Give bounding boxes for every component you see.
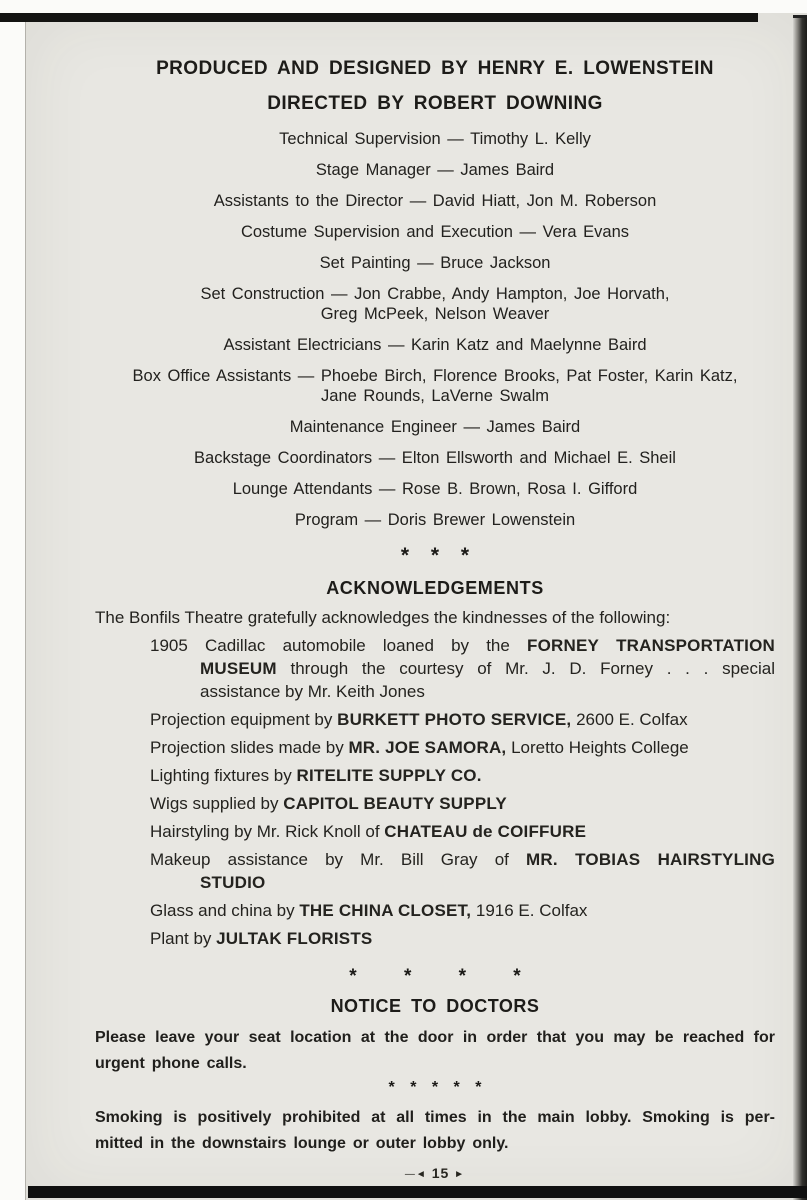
footer-right-ornament-icon: ► — [454, 1169, 466, 1180]
directed-by-line: DIRECTED BY ROBERT DOWNING — [267, 93, 603, 114]
ack-text: Loretto Heights College — [506, 738, 689, 757]
credit-line: Backstage Coordinators — Elton Ellsworth and Michael E. Sheil — [194, 449, 676, 467]
ack-bold-text: FORNEY TRANSPORTATION — [526, 636, 776, 655]
ack-line — [200, 657, 775, 680]
ack-line — [150, 927, 775, 950]
ack-text: Lighting fixtures by — [150, 766, 297, 785]
credits-list — [95, 129, 775, 530]
credit-entry — [95, 335, 775, 355]
page-content — [95, 57, 775, 1181]
credit-entry — [95, 417, 775, 437]
scan-top-edge-band — [0, 13, 758, 22]
ack-line — [150, 708, 775, 731]
ack-bold-text: STUDIO — [200, 873, 266, 892]
acknowledgements-title: ACKNOWLEDGEMENTS — [326, 578, 544, 598]
ack-line — [200, 871, 775, 894]
ack-bold-text: CAPITOL BEAUTY SUPPLY — [283, 794, 507, 813]
section-separator-asterisks: * * * * * — [388, 1079, 482, 1096]
ack-item — [95, 708, 775, 731]
ack-line — [200, 680, 775, 703]
credit-entry — [95, 479, 775, 499]
ack-bold-text: MR. TOBIAS HAIRSTYLING — [526, 850, 775, 869]
footer-left-ornament-icon: —◄ — [404, 1169, 427, 1180]
scan-bottom-edge-band — [28, 1186, 807, 1198]
credit-entry — [95, 129, 775, 149]
ack-line — [150, 736, 775, 759]
ack-line — [150, 792, 775, 815]
ack-bold-text: MUSEUM — [200, 659, 277, 678]
ack-item — [95, 792, 775, 815]
ack-text: Glass and china by — [150, 901, 300, 920]
ack-text: 1916 E. Colfax — [471, 901, 588, 920]
ack-line — [150, 634, 775, 657]
ack-item — [95, 927, 775, 950]
page-footer — [95, 1165, 775, 1181]
acknowledgements-intro: The Bonfils Theatre gratefully acknowledges the kindnesses of the following: — [95, 608, 671, 627]
credit-line: Box Office Assistants — Phoebe Birch, Florence Brooks, Pat Foster, Karin Katz, — [132, 367, 738, 385]
notice-line: mitted in the downstairs lounge or outer lobby only. — [95, 1135, 509, 1152]
section-separator-asterisks: * * * — [400, 544, 470, 567]
ack-text: through the courtesy of Mr. J. D. Forney . . . special — [276, 659, 775, 678]
credit-line: Maintenance Engineer — James Baird — [289, 418, 581, 436]
ack-bold-text: RITELITE SUPPLY CO. — [296, 766, 482, 785]
ack-item — [95, 764, 775, 787]
ack-text: assistance by Mr. Keith Jones — [200, 682, 425, 701]
credit-entry — [95, 510, 775, 530]
ack-bold-text: JULTAK FLORISTS — [216, 929, 373, 948]
notice-to-doctors-text — [95, 1025, 775, 1077]
ack-text: Hairstyling by Mr. Rick Knoll of — [150, 822, 385, 841]
ack-item — [95, 820, 775, 843]
ack-text: 1905 Cadillac automobile loaned by the — [150, 636, 527, 655]
notice-line: Please leave your seat location at the door in order that you may be reached for — [95, 1029, 775, 1046]
ack-item — [95, 848, 775, 894]
ack-item — [95, 899, 775, 922]
ack-item — [95, 634, 775, 703]
ack-bold-text: THE CHINA CLOSET, — [299, 901, 472, 920]
notice-to-doctors-title: NOTICE TO DOCTORS — [330, 996, 540, 1016]
credit-line: Stage Manager — James Baird — [315, 161, 555, 179]
ack-item — [95, 736, 775, 759]
ack-line — [150, 848, 775, 871]
credit-line: Assistants to the Director — David Hiatt, Jon M. Roberson — [213, 192, 657, 210]
credit-entry — [95, 222, 775, 242]
notice-line: Smoking is positively prohibited at all times in the main lobby. Smoking is per- — [95, 1109, 775, 1126]
credit-line: Set Painting — Bruce Jackson — [319, 254, 551, 272]
ack-text: 2600 E. Colfax — [571, 710, 688, 729]
ack-line — [150, 764, 775, 787]
notice-line: urgent phone calls. — [95, 1055, 247, 1072]
credit-line: Lounge Attendants — Rose B. Brown, Rosa I. Gifford — [232, 480, 638, 498]
ack-bold-text: BURKETT PHOTO SERVICE, — [337, 710, 572, 729]
smoking-notice-text — [95, 1105, 775, 1157]
credit-line: Greg McPeek, Nelson Weaver — [320, 305, 550, 323]
page-number: 15 — [431, 1165, 450, 1181]
credit-entry — [95, 191, 775, 211]
ack-text: Plant by — [150, 929, 217, 948]
ack-text: Projection slides made by — [150, 738, 349, 757]
ack-text: Projection equipment by — [150, 710, 338, 729]
credit-entry — [95, 366, 775, 406]
produced-by-line: PRODUCED AND DESIGNED BY HENRY E. LOWENSTEIN — [156, 58, 714, 79]
credit-entry — [95, 160, 775, 180]
credit-line: Jane Rounds, LaVerne Swalm — [321, 387, 549, 405]
acknowledgements-list — [95, 634, 775, 950]
ack-line — [150, 820, 775, 843]
credit-line: Costume Supervision and Execution — Vera Evans — [240, 223, 630, 241]
ack-text: Wigs supplied by — [150, 794, 284, 813]
credit-line: Program — Doris Brewer Lowenstein — [294, 511, 576, 529]
ack-bold-text: MR. JOE SAMORA, — [348, 738, 507, 757]
ack-text: Makeup assistance by Mr. Bill Gray of — [150, 850, 527, 869]
ack-line — [150, 899, 775, 922]
scan-right-edge-shadow — [793, 18, 807, 1200]
credit-line: Set Construction — Jon Crabbe, Andy Hampton, Joe Horvath, — [200, 285, 670, 303]
credit-line: Assistant Electricians — Karin Katz and Maelynne Baird — [223, 336, 647, 354]
credit-entry — [95, 284, 775, 324]
credit-line: Technical Supervision — Timothy L. Kelly — [279, 130, 591, 148]
ack-bold-text: CHATEAU de COIFFURE — [384, 822, 587, 841]
section-separator-asterisks: * * * * — [349, 966, 521, 987]
credit-entry — [95, 448, 775, 468]
credit-entry — [95, 253, 775, 273]
